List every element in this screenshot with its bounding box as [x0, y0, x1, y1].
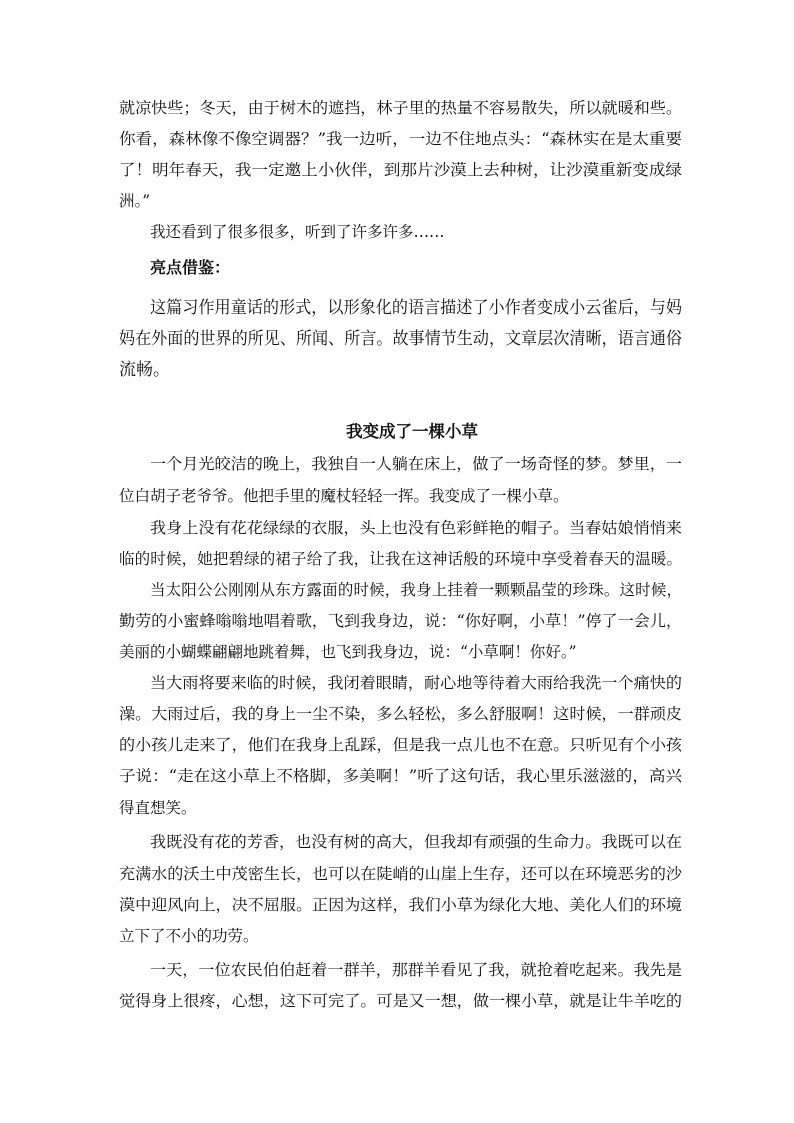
- body-line: 了！明年春天，我一定邀上小伙伴，到那片沙漠上去种树，让沙漠重新变成绿: [119, 161, 682, 179]
- commentary-line: 流畅。: [119, 360, 170, 380]
- essay-line: 位白胡子老爷爷。他把手里的魔杖轻轻一挥。我变成了一棵小草。: [119, 487, 569, 505]
- body-line: 你看，森林像不像空调器？”我一边听，一边不住地点头：“森林实在是太重要: [119, 130, 682, 148]
- essay-line: 当太阳公公刚刚从东方露面的时候，我身上挂着一颗颗晶莹的珍珠。这时候，: [150, 581, 683, 599]
- essay-line: 立下了不小的功劳。: [119, 927, 259, 945]
- body-line: 就凉快些；冬天，由于树木的遮挡，林子里的热量不容易散失，所以就暖和些。: [119, 99, 682, 117]
- commentary-line: 这篇习作用童话的形式，以形象化的语言描述了小作者变成小云雀后，与妈: [150, 298, 682, 318]
- body-line: 洲。”: [119, 192, 151, 210]
- commentary-line: 妈在外面的世界的所见、所闻、所言。故事情节生动，文章层次清晰，语言通俗: [119, 329, 682, 349]
- essay-line: 的小孩儿走来了，他们在我身上乱踩，但是我一点儿也不在意。只听见有个小孩: [119, 736, 682, 754]
- essay-line: 漠中迎风向上，决不屈服。正因为这样，我们小草为绿化大地、美化人们的环境: [119, 896, 682, 914]
- essay-line: 勤劳的小蜜蜂嗡嗡地唱着歌，飞到我身边，说：“你好啊，小草！”停了一会儿，: [119, 612, 682, 630]
- essay-title: 我变成了一棵小草: [346, 422, 478, 441]
- essay-line: 我既没有花的芳香，也没有树的高大，但我却有顽强的生命力。我既可以在: [150, 833, 682, 851]
- section-heading: 亮点借鉴：: [150, 258, 231, 277]
- essay-line: 一个月光皎洁的晚上，我独自一人躺在床上，做了一场奇怪的梦。梦里，一: [150, 455, 682, 473]
- essay-line: 一天，一位农民伯伯赶着一群羊，那群羊看见了我，就抢着吃起来。我先是: [150, 961, 682, 979]
- body-line: 我还看到了很多很多，听到了许多许多……: [150, 223, 445, 241]
- essay-line: 得直想笑。: [119, 799, 197, 817]
- essay-line: 觉得身上很疼，心想，这下可完了。可是又一想，做一棵小草，就是让牛羊吃的: [119, 992, 682, 1010]
- essay-line: 子说：“走在这小草上不格脚，多美啊！”听了这句话，我心里乐滋滋的，高兴: [119, 767, 682, 785]
- essay-line: 当大雨将要来临的时候，我闭着眼睛，耐心地等待着大雨给我洗一个痛快的: [150, 674, 682, 692]
- essay-line: 我身上没有花花绿绿的衣服，头上也没有色彩鲜艳的帽子。当春姑娘悄悄来: [150, 519, 682, 537]
- essay-line: 临的时候，她把碧绿的裙子给了我，让我在这神话般的环境中享受着春天的温暖。: [119, 550, 683, 568]
- essay-line: 充满水的沃土中茂密生长，也可以在陡峭的山崖上生存，还可以在环境恶劣的沙: [119, 865, 682, 883]
- essay-line: 澡。大雨过后，我的身上一尘不染，多么轻松，多么舒服啊！这时候，一群顽皮: [119, 705, 682, 723]
- essay-line: 美丽的小蝴蝶翩翩地跳着舞，也飞到我身边，说：“小草啊！你好。”: [119, 643, 577, 661]
